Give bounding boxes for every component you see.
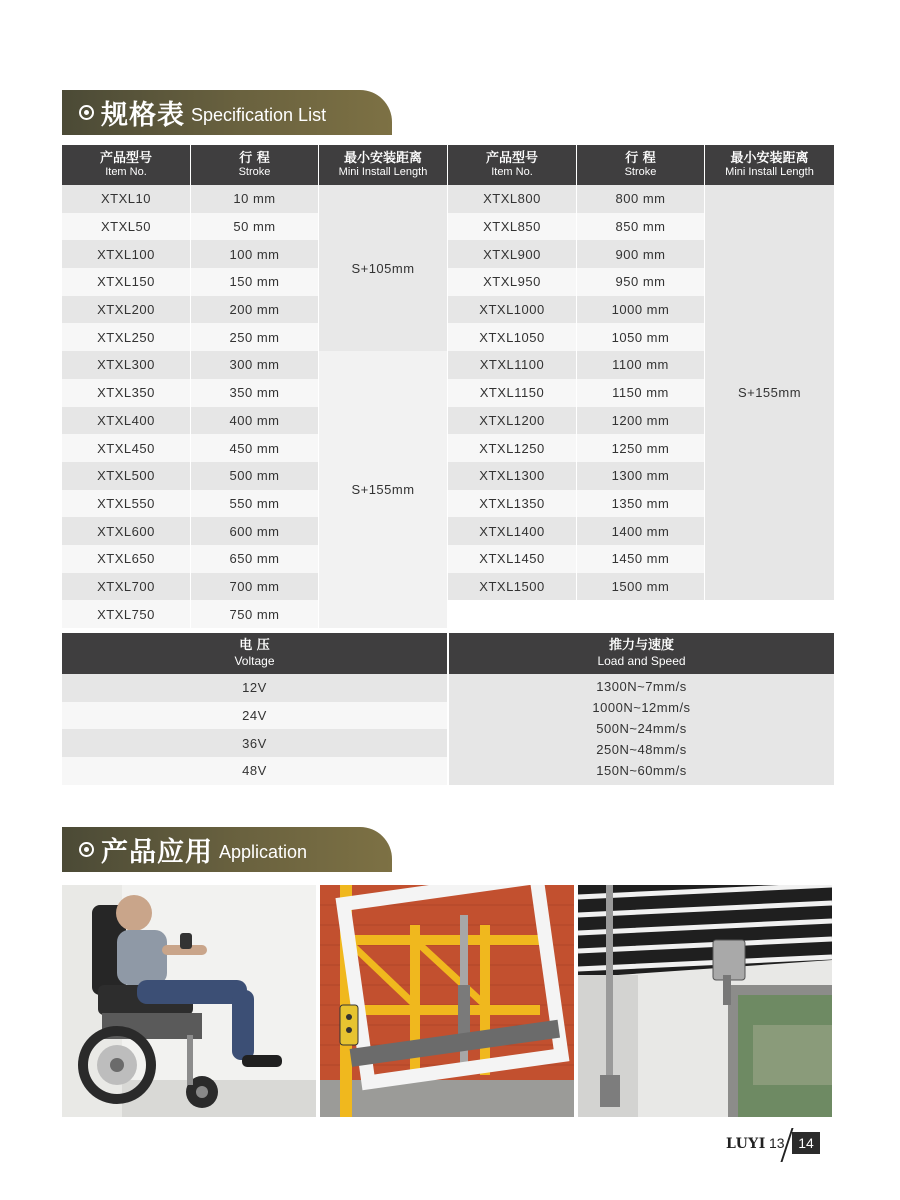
item-no-cell: XTXL750 [62, 600, 191, 628]
header-voltage: 电 压 Voltage [62, 633, 447, 674]
stroke-cell: 450 mm [191, 434, 319, 462]
load-speed-line: 1300N~7mm/s [596, 679, 687, 695]
item-no-cell: XTXL1150 [448, 379, 577, 407]
stroke-cell: 1300 mm [577, 462, 705, 490]
voltage-header-row [62, 633, 834, 674]
item-no-cell: XTXL500 [62, 462, 191, 490]
item-no-cell: XTXL1500 [448, 573, 577, 601]
stroke-cell: 1400 mm [577, 517, 705, 545]
stroke-cell: 600 mm [191, 517, 319, 545]
stroke-cell: 1150 mm [577, 379, 705, 407]
item-no-cell: XTXL600 [62, 517, 191, 545]
stroke-cell: 1100 mm [577, 351, 705, 379]
item-no-cell: XTXL1350 [448, 490, 577, 518]
stroke-cell: 1250 mm [577, 434, 705, 462]
stroke-cell: 50 mm [191, 213, 319, 241]
stroke-cell: 650 mm [191, 545, 319, 573]
voltage-cell: 36V [62, 729, 447, 757]
item-no-cell: XTXL1400 [448, 517, 577, 545]
item-no-cell: XTXL800 [448, 185, 577, 213]
stroke-cell: 500 mm [191, 462, 319, 490]
item-no-cell: XTXL650 [62, 545, 191, 573]
stroke-cell: 350 mm [191, 379, 319, 407]
item-no-cell: XTXL350 [62, 379, 191, 407]
brand-name: LUYI [726, 1136, 766, 1152]
header-stroke: 行 程 Stroke [577, 145, 705, 185]
item-no-cell: XTXL1450 [448, 545, 577, 573]
load-speed-line: 1000N~12mm/s [592, 700, 691, 716]
item-no-cell: XTXL850 [448, 213, 577, 241]
door-opener-photo [578, 885, 832, 1117]
item-no-cell: XTXL250 [62, 323, 191, 351]
stroke-cell: 850 mm [577, 213, 705, 241]
item-no-cell: XTXL50 [62, 213, 191, 241]
item-no-cell: XTXL200 [62, 296, 191, 324]
header-load-speed: 推力与速度 Load and Speed [447, 633, 834, 674]
left-page-number: 13 [769, 1135, 785, 1151]
item-no-cell: XTXL100 [62, 240, 191, 268]
header-mini-install-length: 最小安装距离 Mini Install Length [705, 145, 834, 185]
voltage-load-table [62, 633, 834, 785]
header-item-no: 产品型号 Item No. [448, 145, 577, 185]
stroke-cell: 250 mm [191, 323, 319, 351]
empty-cell [448, 600, 577, 628]
stroke-cell: 1200 mm [577, 407, 705, 435]
spec-title-en: Specification List [191, 105, 327, 125]
item-no-cell: XTXL900 [448, 240, 577, 268]
stroke-cell: 900 mm [577, 240, 705, 268]
item-no-cell: XTXL1200 [448, 407, 577, 435]
item-no-cell: XTXL1300 [448, 462, 577, 490]
item-no-cell: XTXL150 [62, 268, 191, 296]
stroke-cell: 800 mm [577, 185, 705, 213]
item-no-cell: XTXL1050 [448, 323, 577, 351]
stroke-cell: 200 mm [191, 296, 319, 324]
empty-cell [577, 600, 705, 628]
header-stroke: 行 程 Stroke [191, 145, 319, 185]
item-no-cell: XTXL400 [62, 407, 191, 435]
application-title-en: Application [219, 842, 308, 862]
page-footer [720, 1128, 830, 1158]
mini-install-cell: S+155mm [319, 351, 448, 628]
stroke-cell: 10 mm [191, 185, 319, 213]
stroke-cell: 400 mm [191, 407, 319, 435]
stroke-cell: 1000 mm [577, 296, 705, 324]
stroke-cell: 550 mm [191, 490, 319, 518]
voltage-cell: 24V [62, 702, 447, 730]
spec-header-row [62, 145, 834, 185]
wheelchair-photo [62, 885, 316, 1117]
item-no-cell: XTXL700 [62, 573, 191, 601]
mini-install-cell: S+105mm [319, 185, 448, 351]
stroke-cell: 750 mm [191, 600, 319, 628]
item-no-cell: XTXL550 [62, 490, 191, 518]
item-no-cell: XTXL1000 [448, 296, 577, 324]
mini-install-cell: S+155mm [705, 185, 834, 600]
stroke-cell: 1050 mm [577, 323, 705, 351]
window-lift-photo [320, 885, 574, 1117]
right-page-number: 14 [792, 1132, 820, 1154]
item-no-cell: XTXL10 [62, 185, 191, 213]
stroke-cell: 700 mm [191, 573, 319, 601]
stroke-cell: 1450 mm [577, 545, 705, 573]
load-speed-line: 250N~48mm/s [596, 741, 687, 757]
voltage-cell: 48V [62, 757, 447, 785]
application-section-banner [62, 827, 392, 872]
load-speed-line: 500N~24mm/s [596, 720, 687, 736]
stroke-cell: 1500 mm [577, 573, 705, 601]
item-no-cell: XTXL1100 [448, 351, 577, 379]
item-no-cell: XTXL950 [448, 268, 577, 296]
item-no-cell: XTXL300 [62, 351, 191, 379]
application-title-cn: 产品应用 [101, 837, 213, 868]
table-row [62, 185, 834, 213]
stroke-cell: 300 mm [191, 351, 319, 379]
circle-bullet-icon [79, 105, 94, 120]
empty-cell [705, 600, 834, 628]
stroke-cell: 950 mm [577, 268, 705, 296]
load-speed-line: 150N~60mm/s [596, 762, 687, 778]
stroke-cell: 1350 mm [577, 490, 705, 518]
header-item-no: 产品型号 Item No. [62, 145, 191, 185]
item-no-cell: XTXL450 [62, 434, 191, 462]
spec-title-cn: 规格表 [101, 100, 185, 131]
spec-section-banner [62, 90, 392, 135]
specification-table [62, 145, 834, 628]
header-mini-install-length: 最小安装距离 Mini Install Length [319, 145, 448, 185]
circle-bullet-icon [79, 842, 94, 857]
voltage-cell: 12V [62, 674, 447, 702]
item-no-cell: XTXL1250 [448, 434, 577, 462]
load-speed-cell [447, 674, 834, 785]
table-row [62, 600, 834, 628]
table-row [62, 674, 834, 702]
stroke-cell: 150 mm [191, 268, 319, 296]
stroke-cell: 100 mm [191, 240, 319, 268]
